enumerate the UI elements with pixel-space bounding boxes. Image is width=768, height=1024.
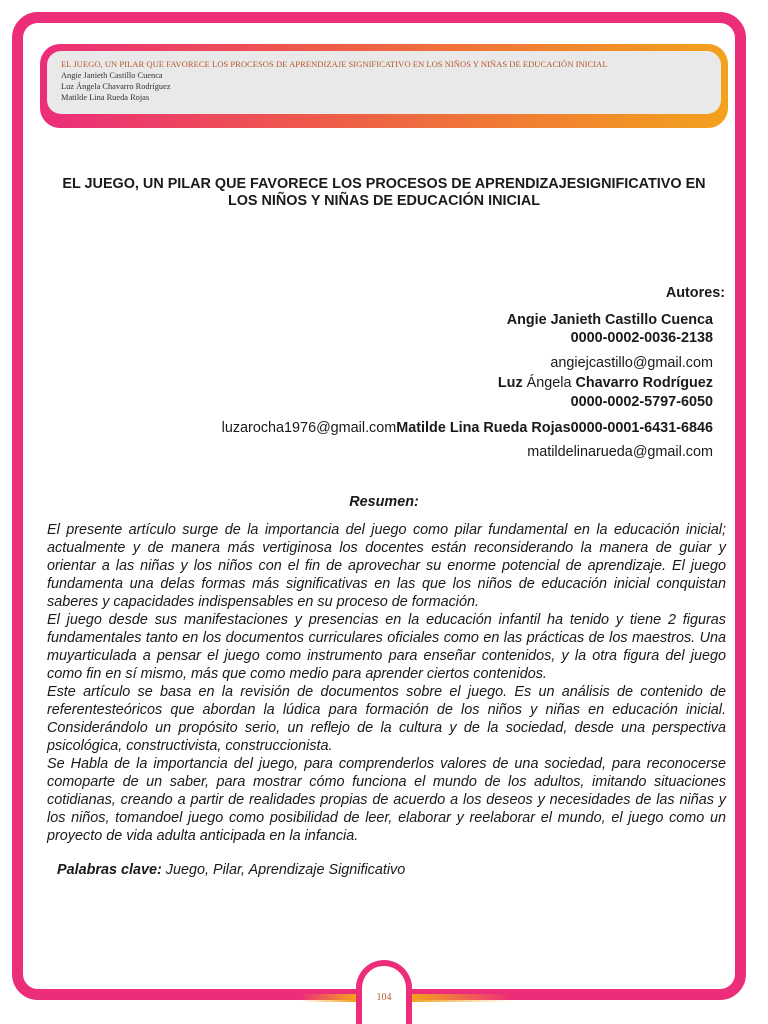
abstract-paragraph: Se Habla de la importancia del juego, para comprenderlos valores de una sociedad, para reconocerse comoparte de un saber, para mostrar cómo funciona el mundo de los adultos, imitando situaciones cotidianas, creando a partir de realidades propias de acuerdo a los deseos y necesidades de las niñas y los niños, tomandoel juego como posibilidad de leer, elaborar y reelaborar el mundo, el juego como un proyecto de vida adulta anticipada en la infancia. (47, 756, 726, 844)
running-header (40, 44, 728, 128)
abstract-paragraph: Este artículo se basa en la revisión de documentos sobre el juego. Es un análisis de contenido de referentesteóricos que abordan la lúdica para formación de los niños y niñas en educación inicial. Considerándolo un propósito serio, un reflejo de la cultura y de la sociedad, desde una perspectiva psicológica, constructivista, construccionista. (47, 684, 726, 754)
abstract-paragraph: El juego desde sus manifestaciones y presencias en la educación infantil ha tenido y tiene 2 figuras fundamentales tanto en los documentos curriculares oficiales como en las prácticas de los maestros. Una muyarticulada a pensar el juego como instrumento para enseñar contenidos, y la otra figura del juego como fin en sí mismo, más que como medio para aprender ciertos contenidos. (47, 612, 726, 682)
abstract-heading: Resumen: (349, 494, 419, 510)
author-name-part: Luz (497, 375, 523, 391)
article-title-line: EL JUEGO, UN PILAR QUE FAVORECE LOS PROCESOS DE APRENDIZAJESIGNIFICATIVO EN (62, 176, 706, 192)
page-strip-left (300, 994, 356, 1002)
page-number: 104 (376, 992, 392, 1003)
author-name-part: Ángela (526, 375, 572, 391)
abstract-paragraph: El presente artículo surge de la importancia del juego como pilar fundamental en la educación inicial; actualmente y de manera más vertiginosa los docentes están reconsiderando la manera de guiar y orientar a las niñas y los niños con el fin de aprovechar su enorme potencial de aprendizaje. El juego fundamenta una delas formas más significativas en las que los niños de educación inicial conquistan saberes y capacidades indispensables en su proceso de formación. (47, 522, 726, 610)
author-email: luzarocha1976@gmail.com (221, 420, 397, 436)
author-orcid: 0000-0002-0036-2138 (570, 330, 713, 346)
running-header-panel (47, 51, 721, 114)
author-contact-line (222, 420, 713, 436)
author-name: Angie Janieth Castillo Cuenca (506, 312, 713, 328)
author-name-part: Chavarro Rodríguez (575, 375, 713, 391)
article-title-line: LOS NIÑOS Y NIÑAS DE EDUCACIÓN INICIAL (227, 193, 541, 209)
keywords-list: Juego, Pilar, Aprendizaje Significativo (161, 862, 406, 878)
running-header-title: EL JUEGO, UN PILAR QUE FAVORECE LOS PROCESOS DE APRENDIZAJE SIGNIFICATIVO EN LOS NIÑOS Y NIÑAS DE EDUCACIÓN INICIAL (61, 59, 608, 69)
author-email: angiejcastillo@gmail.com (550, 355, 713, 371)
keywords-label: Palabras clave: (57, 862, 162, 878)
running-header-author: Luz Ángela Chavarro Rodríguez (61, 82, 171, 91)
author-orcid: 0000-0002-5797-6050 (570, 394, 713, 410)
author-name (498, 375, 713, 391)
keywords (57, 862, 405, 878)
page-strip-right (412, 994, 512, 1002)
article-title (40, 176, 728, 210)
running-header-author: Matilde Lina Rueda Rojas (61, 93, 150, 102)
authors-label: Autores: (665, 285, 725, 301)
abstract-body (47, 521, 726, 845)
running-header-author: Angie Janieth Castillo Cuenca (61, 71, 163, 80)
author-email: matildelinarueda@gmail.com (527, 444, 713, 460)
author-name-orcid: Matilde Lina Rueda Rojas0000-0001-6431-6846 (396, 420, 713, 436)
